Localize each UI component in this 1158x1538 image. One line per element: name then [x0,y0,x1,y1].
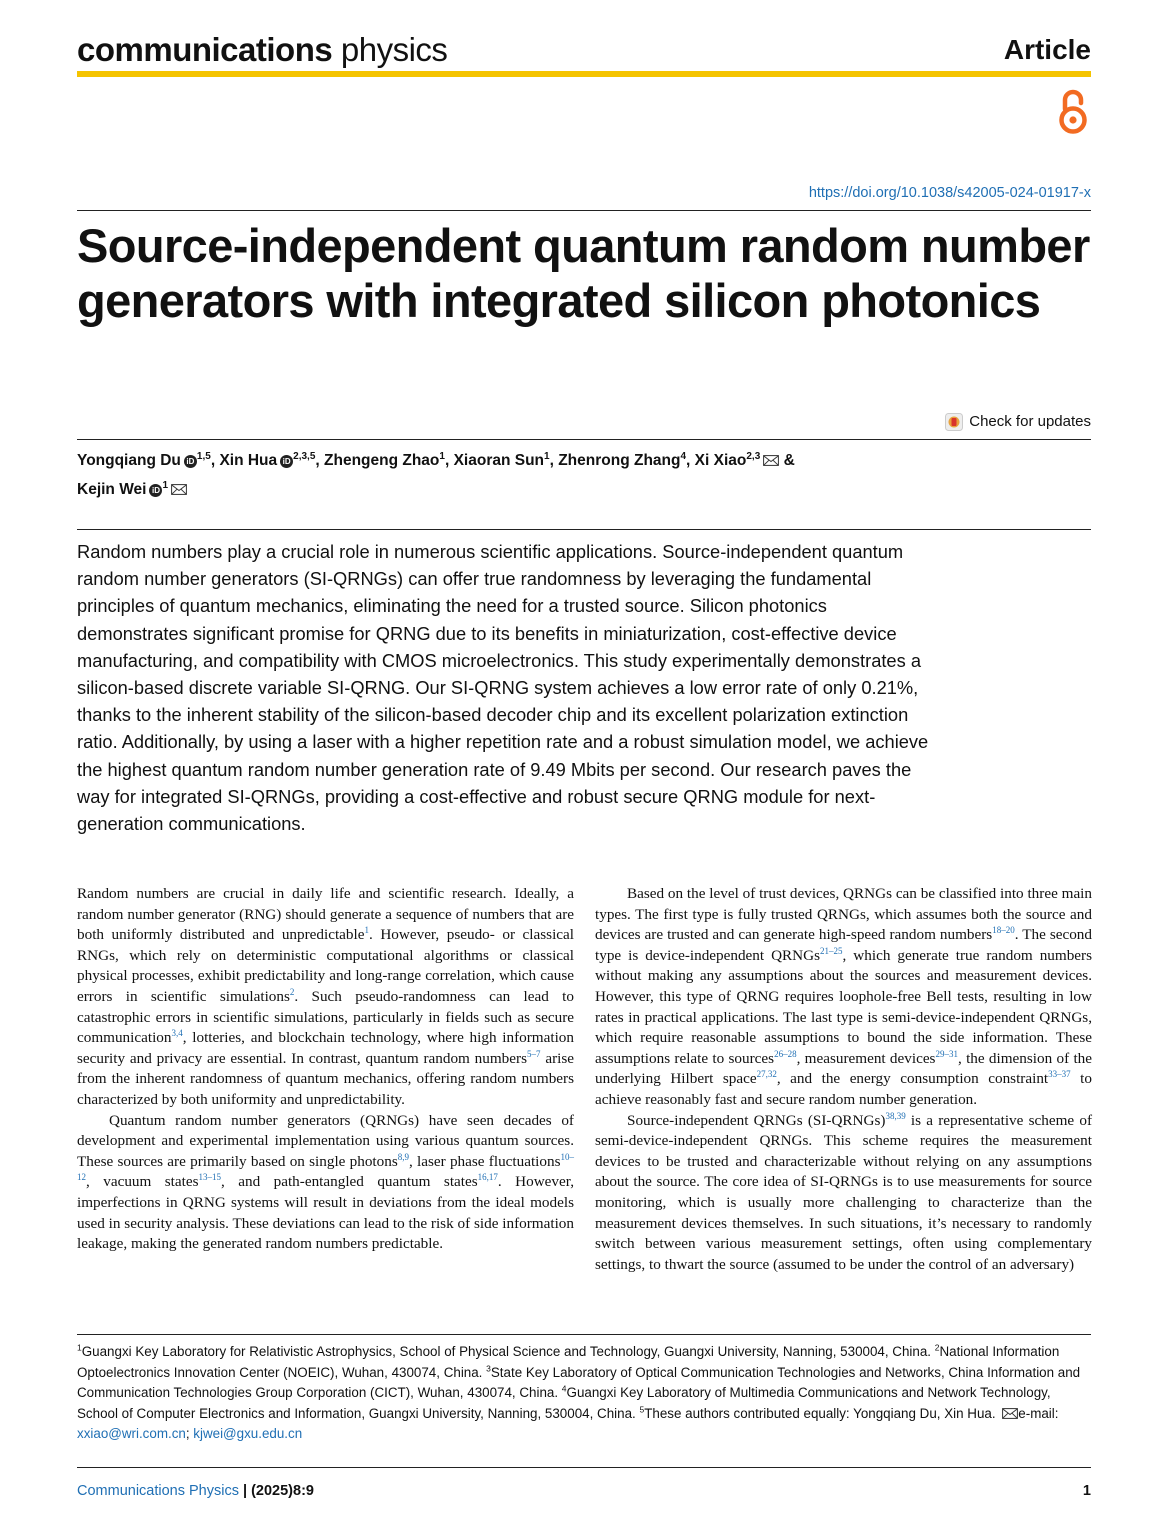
affiliation-number: 4 [561,1383,567,1394]
reference-link[interactable]: 38,39 [885,1110,906,1121]
affiliation-text: Guangxi Key Laboratory of Multimedia Communications and Network Technology, School of Computer Electronics and Information, Guangxi University, Nanning, 530004, China. [77,1385,1051,1421]
reference-link[interactable]: 27,32 [756,1069,777,1080]
reference-link[interactable]: 10–12 [77,1151,574,1183]
author-affiliation-marker: 1 [544,451,550,462]
affiliation-text: Guangxi Key Laboratory for Relativistic Astrophysics, School of Physical Science and Technology, Guangxi University, Nanning, 530004, China. [81,1344,935,1359]
orcid-icon[interactable]: iD [280,455,293,468]
header-rule [77,71,1091,77]
check-for-updates-button[interactable] [945,412,1091,432]
affiliation-text: State Key Laboratory of Optical Communication Technologies and Networks, China Information and Communication Technologies Group Corporation (CICT), Wuhan, 430074, China. [77,1364,1081,1401]
affiliation-number: 2 [934,1342,940,1353]
author [219,452,315,469]
affiliation-text: National Information Optoelectronics Innovation Center (NOEIC), Wuhan, 430074, China. [77,1344,1060,1380]
footer-citation [77,1482,314,1500]
author-name[interactable]: Yongqiang Du [77,452,181,470]
reference-link[interactable]: 2 [289,986,295,997]
reference-link[interactable]: 3,4 [171,1028,183,1039]
article-type: Article [1003,34,1091,65]
author-name[interactable]: Zhenrong Zhang [558,452,681,470]
reference-link[interactable]: 13–15 [198,1172,222,1183]
page-number: 1 [1082,1483,1091,1499]
body-paragraph: Quantum random number generators (QRNGs) have seen decades of development and experimental implementation using various quantum sources. These sources are primarily based on single photons$^{8,9}$, laser phase fluctuations$^{10-12}$, vacuum states$^{13-15}$, and path-entangled quantum states$^{16,17}$. However, imperfections in QRNG systems will result in deviations from the ideal models used in security analysis. These deviations can lead to the risk of side information leakage, making the generated random numbers predictable. [77,1111,574,1253]
affiliation-number: 3 [486,1363,491,1374]
check-updates-label: Check for updates [969,413,1091,430]
author-name[interactable]: Xin Hua [219,452,278,470]
author-affiliation-marker: 2,3,5 [293,451,316,462]
email-envelope-icon[interactable] [763,455,779,466]
reference-link[interactable]: 18–20 [992,925,1015,936]
email-envelope-icon[interactable] [1002,1408,1018,1419]
author [558,452,686,469]
author [77,452,211,469]
journal-name-bold: communications [77,31,333,68]
affiliations [77,1342,1093,1445]
email-label: e-mail: [1018,1405,1059,1421]
author-name[interactable]: Zhengeng Zhao [324,452,440,470]
author [324,452,445,469]
author-affiliation-marker: 1 [162,480,169,492]
reference-link[interactable]: 33–37 [1048,1069,1071,1080]
author-affiliation-marker: 1,5 [196,451,211,462]
footer-journal-link[interactable]: Communications Physics [77,1483,239,1499]
author-list: Yongqiang Du iD $^{1,5}$, Xin Hua iD $^{2,3,5}$, Zhengeng Zhao$^1$, Xiaoran Sun$^1$, Zhenrong Zhang$^4$, Xi Xiao$^{2,3}$ & Kejin Wei iD $^1$ [77,451,795,499]
footer-rule [77,1467,1091,1468]
check-updates-icon [945,413,963,431]
body-column-left [77,884,574,1255]
reference-link[interactable]: 8,9 [397,1151,409,1162]
article-title: Source-independent quantum random number generators with integrated silicon photonics [77,219,1090,327]
author [695,452,780,469]
author-name[interactable]: Xi Xiao [694,452,747,470]
author [77,481,187,498]
body-paragraph: Based on the level of trust devices, QRNGs can be classified into three main types. The first type is fully trusted QRNGs, which assumes both the source and devices are trusted and can generate high-speed random numbers$^{18-20}$. The second type is device-independent QRNGs$^{21-25}$, which generate true random numbers without making any assumptions about the sources and measurement devices. However, this type of QRNG requires loophole-free Bell tests, resulting in low rates in practical applications. The last type is semi-device-independent QRNGs, which require reasonable assumptions to bound the side information. These assumptions relate to sources$^{26-28}$, measurement devices$^{29-31}$, the dimension of the underlying Hilbert space$^{27,32}$, and the energy consumption constraint$^{33-37}$ to achieve reasonably fast and secure random number generation. [595,885,1093,1108]
body-paragraph: Source-independent QRNGs (SI-QRNGs)$^{38,39}$ is a representative scheme of semi-device-independent QRNGs. This scheme requires the measurement devices to be trusted and characterizable without relying on any assumptions about the source. The core idea of SI-QRNGs is to use measurements for source monitoring, which is usually more challenging to characterize than the measurement devices themselves. In such situations, it’s necessary to randomly switch between various measurement settings, often using complementary settings, to thwart the source (assumed to be under the control of an adversary) [595,1110,1092,1273]
reference-link[interactable]: 21–25 [820,945,843,956]
reference-link[interactable]: 26–28 [774,1048,797,1059]
email-link[interactable]: xxiao@wri.com.cn [77,1426,186,1442]
open-access-lock-icon [1056,87,1090,135]
author [454,452,550,469]
footer-volume: | (2025)8:9 [243,1483,314,1499]
orcid-icon[interactable]: iD [149,484,162,497]
email-separator: ; [185,1426,194,1442]
affiliation-number: 5 [639,1404,645,1415]
reference-link[interactable]: 1 [364,925,369,936]
authors-bottom-rule [77,529,1091,530]
affiliation-number: 1 [77,1342,82,1353]
author-affiliation-marker: 1 [439,451,445,462]
authors-top-rule [77,439,1091,440]
doi-link[interactable]: https://doi.org/10.1038/s42005-024-01917-x [808,185,1091,201]
email-link[interactable]: kjwei@gxu.edu.cn [193,1426,303,1442]
email-envelope-icon[interactable] [171,484,187,495]
reference-link[interactable]: 29–31 [935,1048,958,1059]
body-paragraph: Random numbers are crucial in daily life and scientific research. Ideally, a random number generator (RNG) should generate a sequence of numbers that are both uniformly distributed and unpredictable$^1$. However, pseudo- or classical RNGs, which rely on deterministic computational algorithms or classical physical processes, exhibit predictability and long-range correlation, which cause errors in scientific simulations$^2$. Such pseudo-randomness can lead to catastrophic errors in scientific simulations, particularly in fields such as secure communication$^{3,4}$, lotteries, and blockchain technology, where high information security and privacy are essential. In contrast, quantum random numbers$^{5-7}$ arise from the inherent randomness of quantum mechanics, offering random numbers characterized by both uniformity and unpredictability. [77,885,574,1108]
affiliations-rule [77,1334,1091,1335]
abstract: Random numbers play a crucial role in numerous scientific applications. Source-independent quantum random number generators (SI-QRNGs) can offer true randomness by leveraging the fundamental principles of quantum mechanics, eliminating the need for a trusted source. Silicon photonics demonstrates significant promise for QRNG due to its benefits in miniaturization, cost-effective device manufacturing, and compatibility with CMOS microelectronics. This study experimentally demonstrates a silicon-based discrete variable SI-QRNG. Our SI-QRNG system achieves a low error rate of only 0.21%, thanks to the inherent stability of the silicon-based decoder chip and its excellent polarization extinction ratio. Additionally, by using a laser with a higher repetition rate and a robust simulation model, we achieve the highest quantum random number generation rate of 9.49 Mbits per second. Our research paves the way for integrated SI-QRNGs, providing a cost-effective and robust secure QRNG module for next-generation communications. [77,541,929,835]
author-affiliation-marker: 2,3 [746,451,761,462]
body-column-right [595,884,1092,1275]
orcid-icon[interactable]: iD [184,455,197,468]
journal-name-light: physics [340,31,448,68]
reference-link[interactable]: 16,17 [477,1172,498,1183]
journal-name [77,28,447,72]
author-name[interactable]: Kejin Wei [77,481,147,499]
author-affiliation-marker: 4 [680,451,687,462]
reference-link[interactable]: 5–7 [527,1048,541,1059]
author-name[interactable]: Xiaoran Sun [453,452,545,470]
affiliation-text: These authors contributed equally: Yongqiang Du, Xin Hua. [644,1405,1000,1421]
title-rule [77,210,1091,211]
